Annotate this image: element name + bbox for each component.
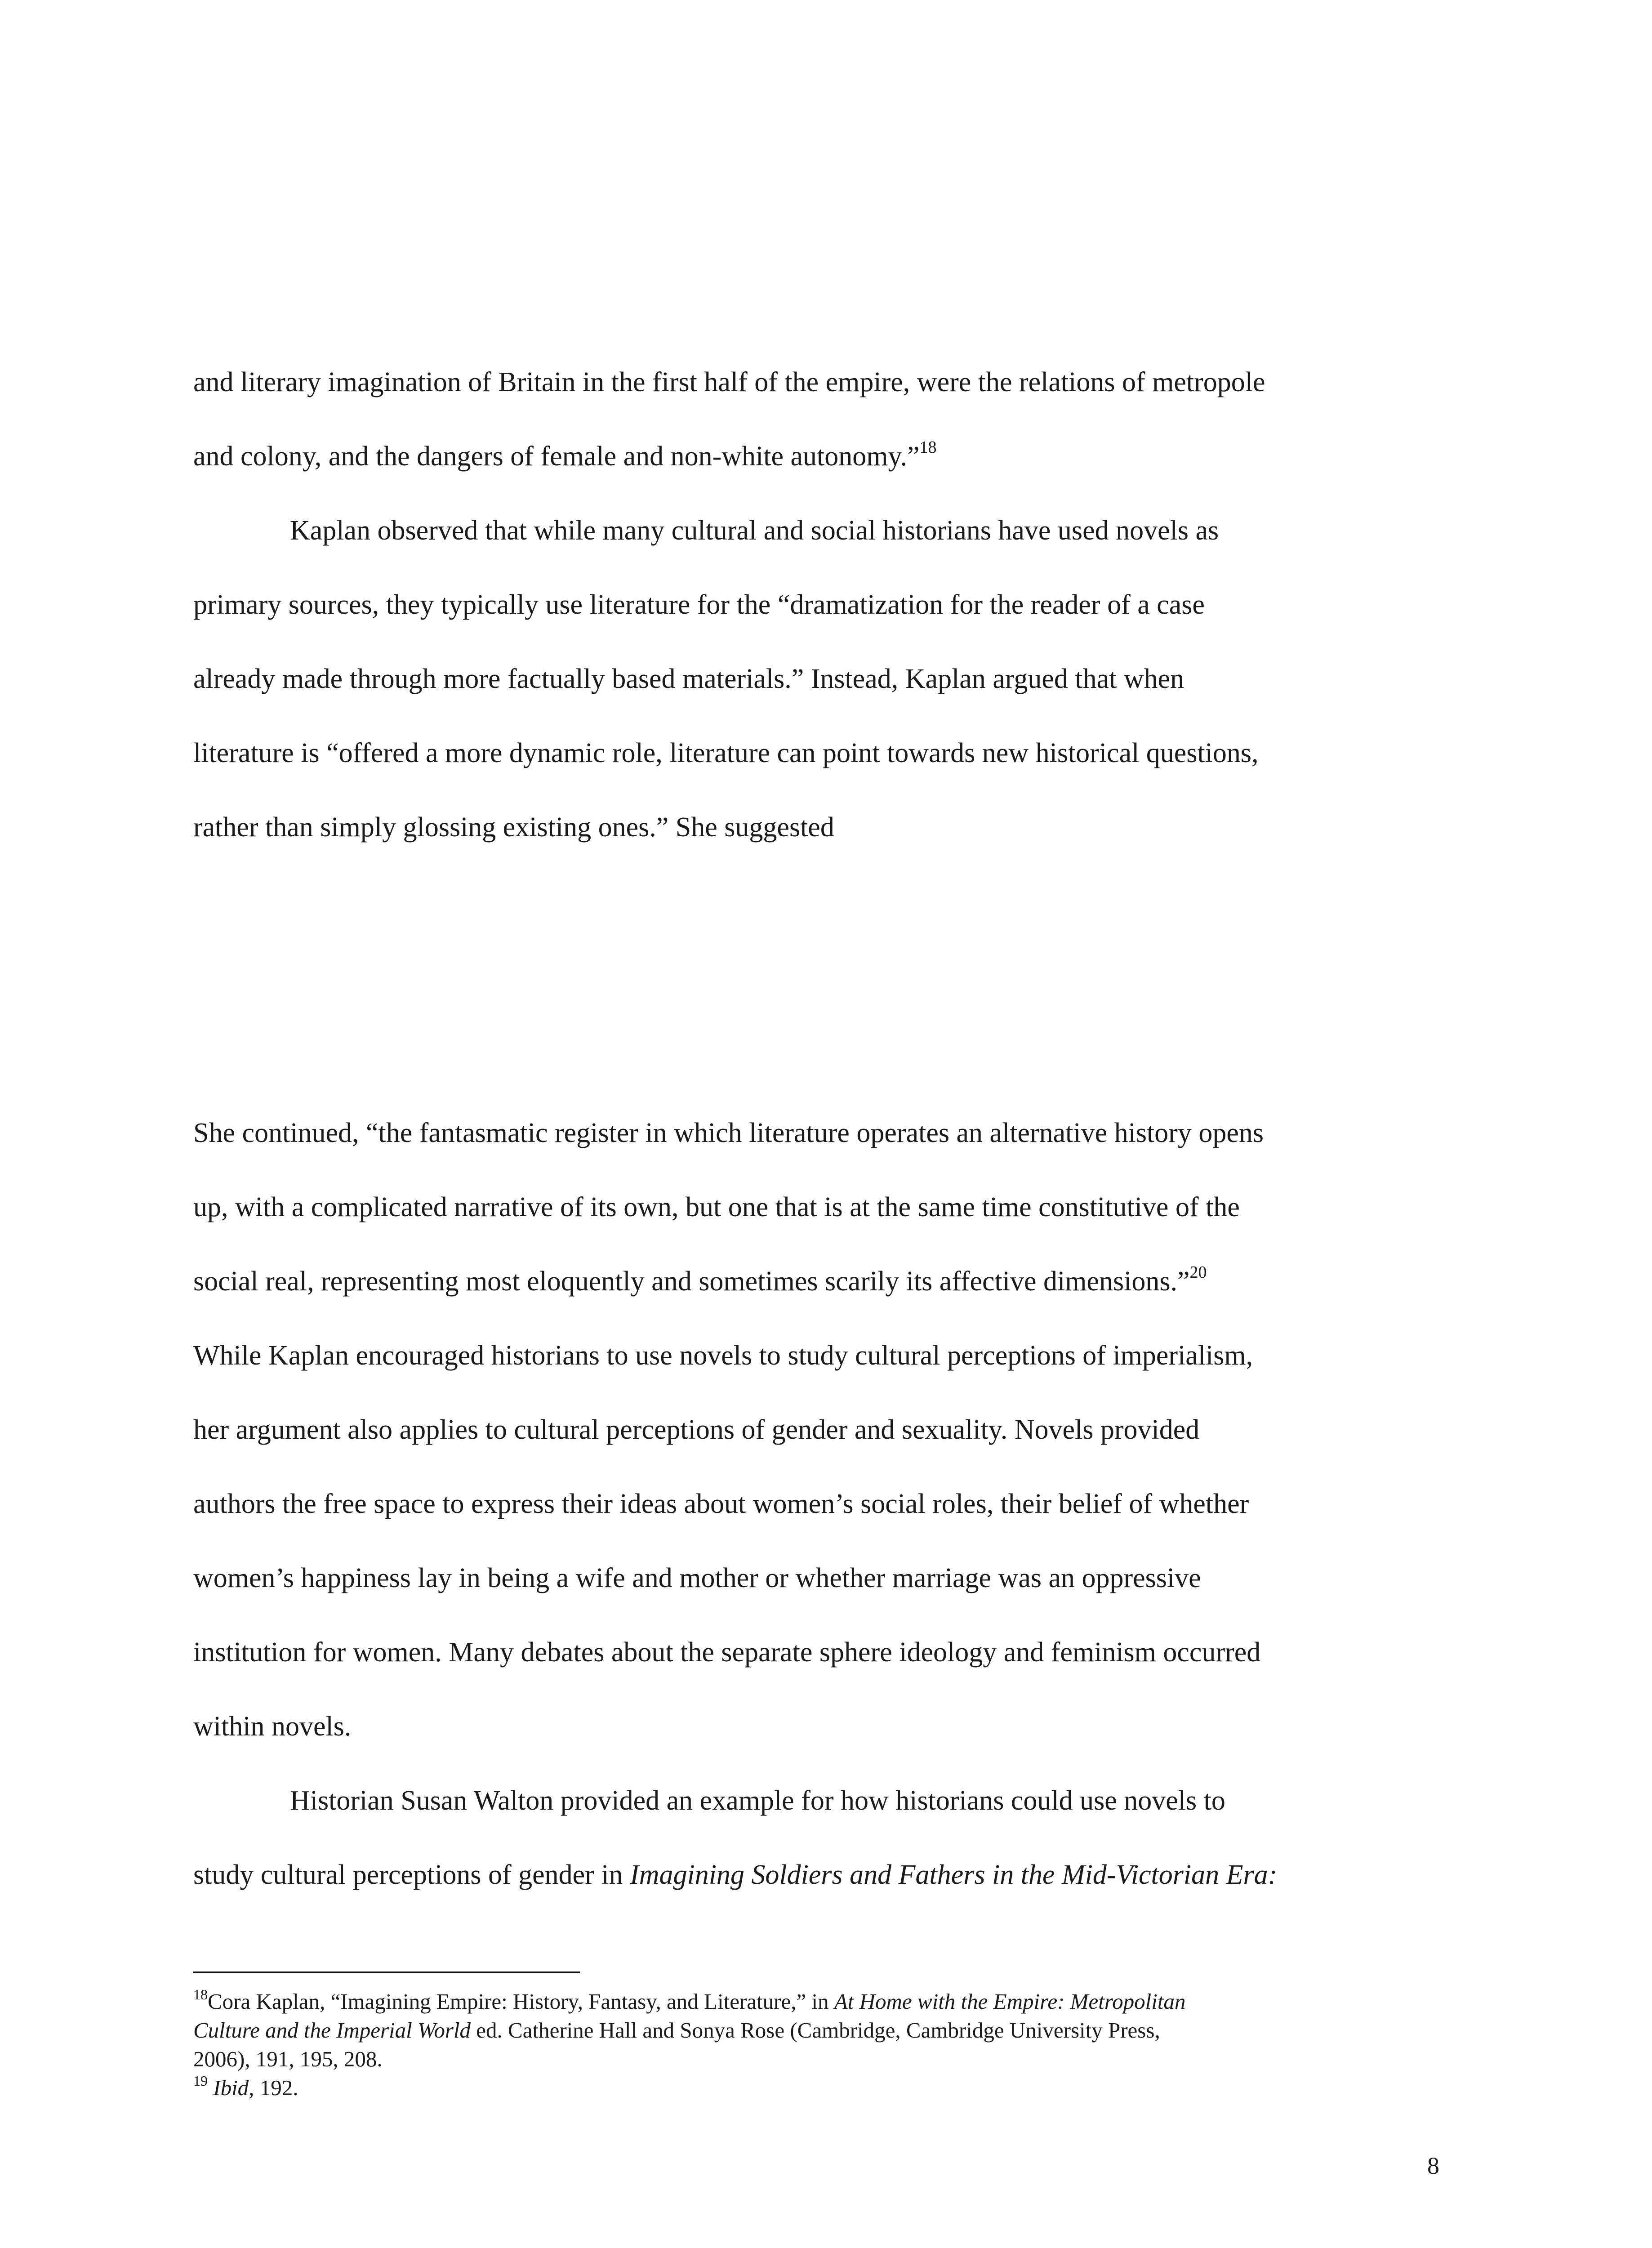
page-number: 8: [1427, 2152, 1439, 2179]
footnote-number: 18: [193, 1986, 208, 2003]
footnote-18-line: Culture and the Imperial World ed. Catherine Hall and Sonya Rose (Cambridge, Cambridge University Press,: [193, 2018, 1160, 2043]
body-line: institution for women. Many debates about the separate sphere ideology and feminism occurred: [193, 1637, 1261, 1668]
footnote-ref: 18: [919, 438, 937, 457]
footnote-separator: [193, 1971, 580, 1973]
footnote-19: $^{19}$ Ibid, 192.: [193, 2072, 298, 2100]
body-line: Kaplan observed that while many cultural and social historians have used novels as: [290, 515, 1219, 546]
body-line: her argument also applies to cultural perceptions of gender and sexuality. Novels provided: [193, 1414, 1200, 1445]
body-line: rather than simply glossing existing ones.” She suggested: [193, 812, 834, 843]
footnote-18-line: 2006), 191, 195, 208.: [193, 2047, 383, 2071]
body-line: While Kaplan encouraged historians to use novels to study cultural perceptions of imperialism,: [193, 1340, 1253, 1371]
footnote-number: 19: [193, 2072, 208, 2089]
body-line: up, with a complicated narrative of its own, but one that is at the same time constitutive of the: [193, 1192, 1240, 1222]
body-line: study cultural perceptions of gender in Imagining Soldiers and Fathers in the Mid-Victorian Era:: [193, 1860, 1278, 1890]
footnote-18: $^{18}$Cora Kaplan, “Imagining Empire: History, Fantasy, and Literature,” in At Home with the Empire: Metropolitan: [193, 1986, 1186, 2014]
body-line: social real, representing most eloquently and sometimes scarily its affective dimensions.”$^{20}$: [193, 1263, 1207, 1297]
body-line: already made through more factually based materials.” Instead, Kaplan argued that when: [193, 664, 1184, 694]
body-line: primary sources, they typically use literature for the “dramatization for the reader of a case: [193, 589, 1205, 620]
book-title: Imagining Soldiers and Fathers in the Mid-Victorian Era:: [630, 1860, 1278, 1890]
body-line: women’s happiness lay in being a wife and mother or whether marriage was an oppressive: [193, 1563, 1201, 1593]
body-line: Historian Susan Walton provided an example for how historians could use novels to: [290, 1785, 1225, 1816]
body-line: authors the free space to express their ideas about women’s social roles, their belief of whether: [193, 1489, 1249, 1519]
body-line: and colony, and the dangers of female and non-white autonomy.”$^{18}$: [193, 438, 937, 472]
body-line: within novels.: [193, 1711, 352, 1742]
footnote-ref: 20: [1189, 1263, 1207, 1282]
body-line: literature is “offered a more dynamic role, literature can point towards new historical questions,: [193, 738, 1259, 768]
body-line: and literary imagination of Britain in the first half of the empire, were the relations of metropole: [193, 367, 1265, 397]
body-line: She continued, “the fantasmatic register in which literature operates an alternative history opens: [193, 1118, 1264, 1148]
